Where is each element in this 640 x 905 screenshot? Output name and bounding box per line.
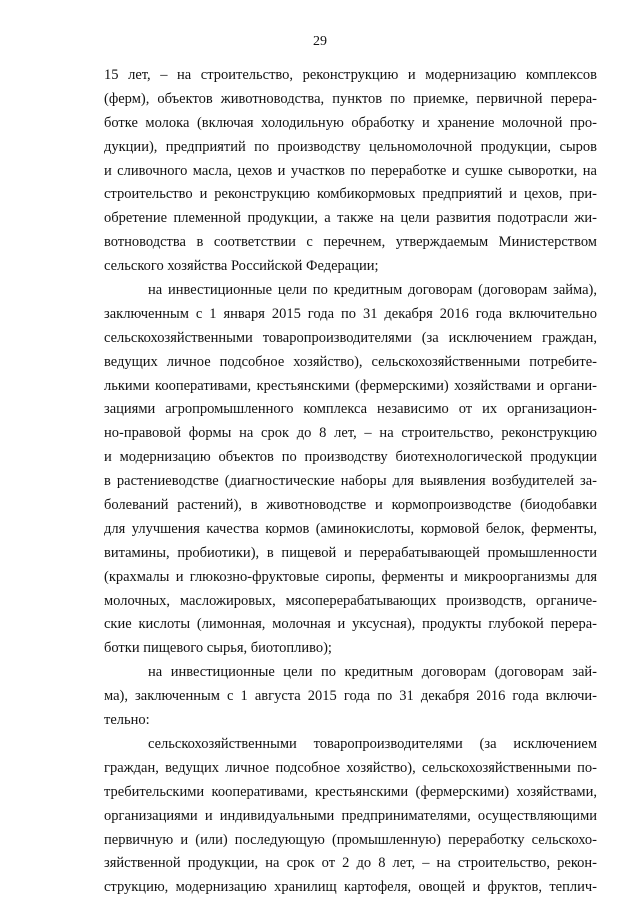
paragraph (104, 661, 597, 733)
text-line: тельно: (104, 712, 150, 729)
text-line: на инвестиционные цели по кредитным договорам (договорам зай- (148, 664, 597, 681)
text-line: сельскохозяйственными товаропроизводителями (за исключением (148, 735, 597, 752)
text-line: ботки пищевого сырья, биотопливо); (104, 640, 332, 657)
text-line: ские кислоты (лимонная, молочная и уксусная), продукты глубокой перера- (104, 616, 597, 633)
text-line: зяйственной продукции, на срок от 2 до 8 лет, – на строительство, рекон- (104, 855, 597, 872)
text-line: витамины, пробиотики), в пищевой и перерабатывающей промышленности (104, 544, 597, 561)
text-line: (ферм), объектов животноводства, пунктов по приемке, первичной перера- (104, 90, 597, 107)
text-line: для улучшения качества кормов (аминокислоты, кормовой белок, ферменты, (104, 520, 597, 537)
text-line: сельскохозяйственными товаропроизводителями (за исключением граждан, (104, 329, 597, 346)
text-line: заключенным с 1 января 2015 года по 31 декабря 2016 года включительно (104, 305, 597, 322)
text-line: струкцию, модернизацию хранилищ картофеля, овощей и фруктов, теплич- (104, 879, 597, 896)
text-line: в растениеводстве (диагностические наборы для выявления возбудителей за- (104, 473, 597, 490)
text-line: требительскими кооперативами, крестьянскими (фермерскими) хозяйствами, (104, 783, 597, 800)
text-line: дукции), предприятий по производству цельномолочной продукции, сыров (104, 138, 597, 155)
page-number: 29 (313, 34, 327, 49)
text-line: лькими кооперативами, крестьянскими (фермерскими) хозяйствами и органи- (104, 377, 597, 394)
text-line: и сливочного масла, цехов и участков по переработке и сушке сыворотки, на (104, 162, 597, 179)
paragraph (104, 64, 597, 279)
text-line: строительство и реконструкцию комбикормовых предприятий и цехов, при- (104, 186, 597, 203)
text-line: ботке молока (включая холодильную обработку и хранение молочной про- (104, 114, 597, 131)
text-line: зациями агропромышленного комплекса независимо от их организацион- (104, 401, 597, 418)
text-line: но-правовой формы на срок до 8 лет, – на строительство, реконструкцию (104, 425, 597, 442)
text-line: молочных, масложировых, мясоперерабатывающих производств, органиче- (104, 592, 597, 609)
text-line: граждан, ведущих личное подсобное хозяйство), сельскохозяйственными по- (104, 759, 597, 776)
text-line: ма), заключенным с 1 августа 2015 года по 31 декабря 2016 года включи- (104, 688, 597, 705)
text-line: и модернизацию объектов по производству биотехнологической продукции (104, 449, 597, 466)
text-line: болеваний растений), в животноводстве и кормопроизводстве (биодобавки (104, 497, 597, 514)
text-line: организациями и индивидуальными предпринимателями, осуществляющими (104, 807, 597, 824)
text-line: первичную и (или) последующую (промышленную) переработку сельскохо- (104, 831, 597, 848)
text-line: (крахмалы и глюкозно-фруктовые сиропы, ферменты и микроорганизмы для (104, 568, 597, 585)
body-text (104, 64, 597, 900)
paragraph (104, 733, 597, 900)
text-line: сельского хозяйства Российской Федерации; (104, 258, 379, 275)
text-line: 15 лет, – на строительство, реконструкцию и модернизацию комплексов (104, 67, 597, 83)
text-line: ведущих личное подсобное хозяйство), сельскохозяйственными потребите- (104, 353, 597, 370)
text-line: обретение племенной продукции, а также на цели развития подотрасли жи- (104, 210, 597, 227)
text-line: вотноводства в соответствии с перечнем, утверждаемым Министерством (104, 234, 597, 251)
text-line: на инвестиционные цели по кредитным договорам (договорам займа), (148, 282, 597, 299)
paragraph (104, 279, 597, 661)
